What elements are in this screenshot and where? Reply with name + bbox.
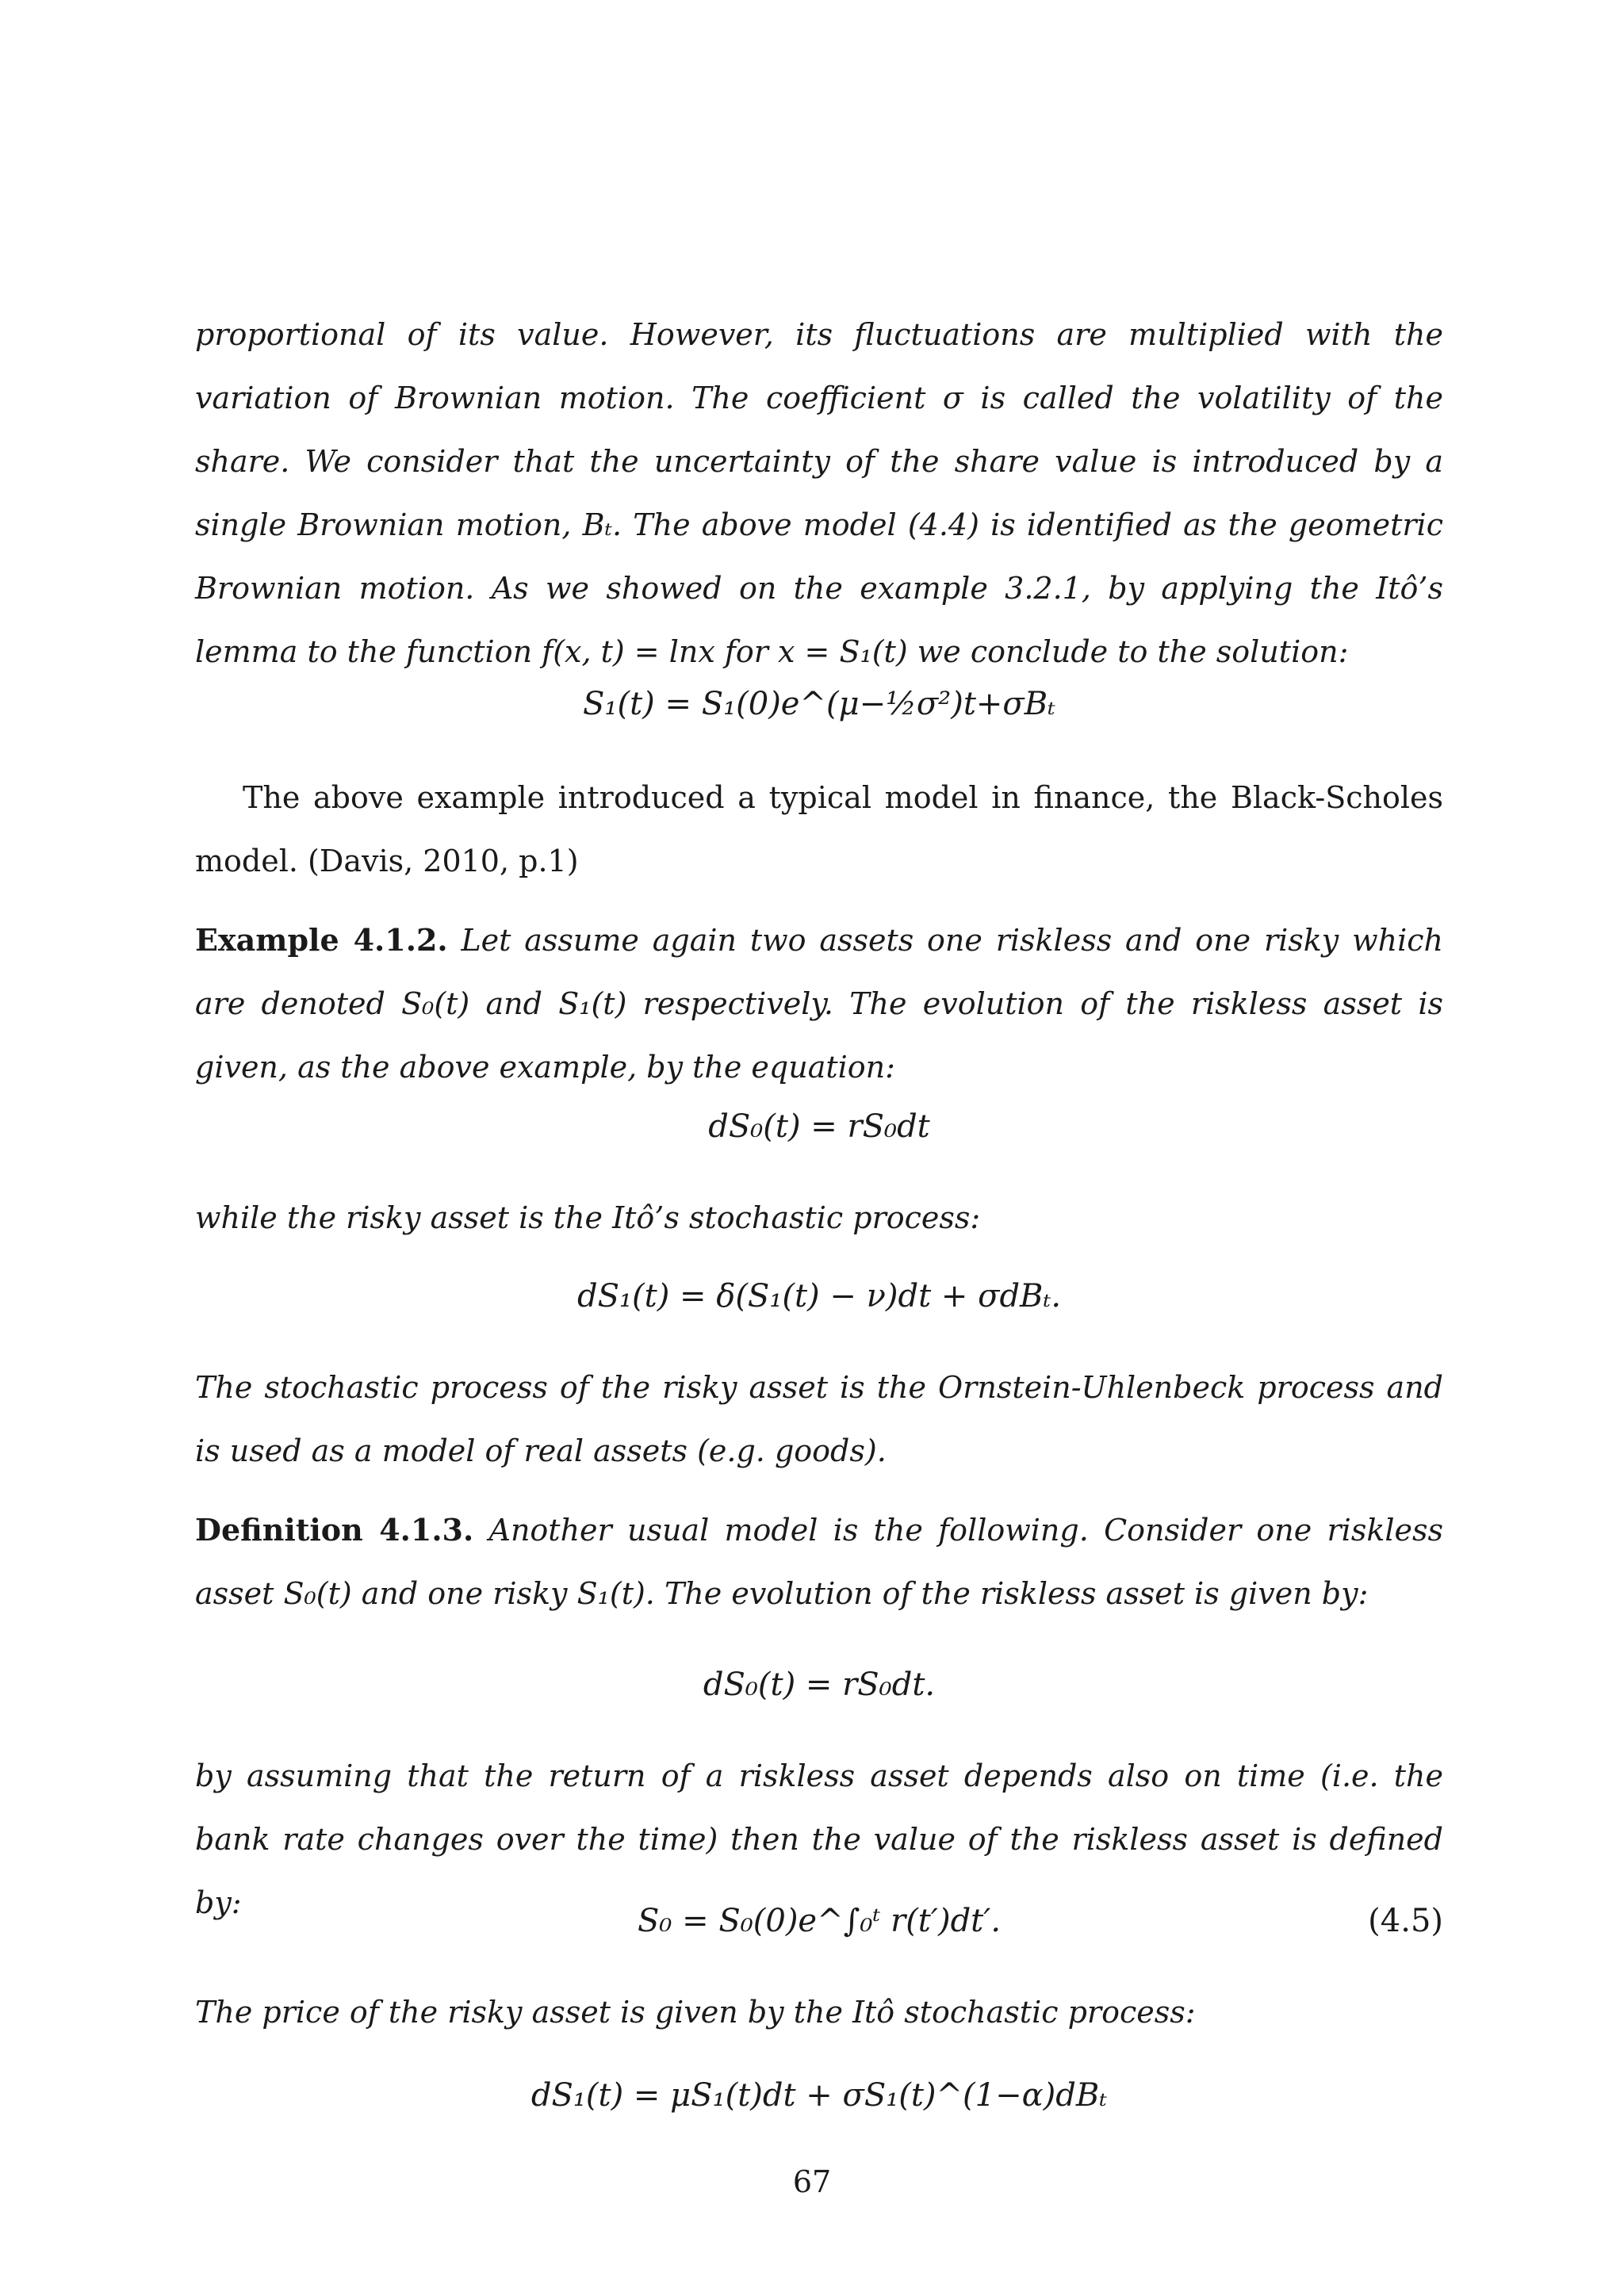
risky-asset-line: while the risky asset is the Itô’s stochastic process:	[195, 1200, 981, 1235]
equation-riskless-2: dS₀(t) = rS₀dt.	[703, 1667, 936, 1703]
equation-number: (4.5)	[1368, 1903, 1443, 1939]
time-dependent-paragraph: by assuming that the return of a riskless asset depends also on time (i.e. the bank rate changes over the time) then the value of the riskless asset is defined by:	[195, 1758, 1443, 1920]
price-risky-line: The price of the risky asset is given by the Itô stochastic process:	[195, 1995, 1196, 2030]
example-text: Let assume again two assets one riskless and one risky which are denoted S₀(t) and S₁(t) respectively. The evolution of the riskless asset is given, as the above example, by the equation:	[195, 923, 1444, 1085]
definition-label: Definition 4.1.3.	[195, 1512, 474, 1548]
equation-gbm-solution: S₁(t) = S₁(0)e^(μ−½σ²)t+σBₜ	[583, 686, 1055, 722]
equation-cev: dS₁(t) = μS₁(t)dt + σS₁(t)^(1−α)dBₜ	[530, 2077, 1108, 2114]
equation-4-5	[195, 1903, 1443, 1939]
ou-paragraph: The stochastic process of the risky asset is the Ornstein-Uhlenbeck process and is used as a model of real assets (e.g. goods).	[195, 1370, 1443, 1468]
example-4-1-2	[195, 909, 1443, 1099]
black-scholes-paragraph: The above example introduced a typical model in finance, the Black-Scholes model. (Davis, 2010, p.1)	[195, 780, 1443, 878]
example-label: Example 4.1.2.	[195, 922, 448, 958]
page-number: 67	[792, 2164, 832, 2199]
definition-4-1-3	[195, 1498, 1443, 1625]
equation-ou: dS₁(t) = δ(S₁(t) − ν)dt + σdBₜ.	[576, 1278, 1062, 1314]
intro-paragraph: proportional of its value. However, its fluctuations are multiplied with the variation of Brownian motion. The coefficient σ is called the volatility of the share. We consider that the uncertainty of the share value is introduced by a single Brownian motion, Bₜ. The above model (4.4) is identified as the geometric Brownian motion. As we showed on the example 3.2.1, by applying the Itô’s lemma to the function f(x, t) = lnx for x = S₁(t) we conclude to the solution:	[195, 317, 1443, 669]
equation-riskless: dS₀(t) = rS₀dt	[708, 1108, 930, 1145]
equation-4-5-body: S₀ = S₀(0)e^∫₀ᵗ r(t′)dt′.	[637, 1903, 1002, 1939]
definition-text: Another usual model is the following. Consider one riskless asset S₀(t) and one risky S₁(t). The evolution of the riskless asset is given by:	[195, 1513, 1444, 1611]
